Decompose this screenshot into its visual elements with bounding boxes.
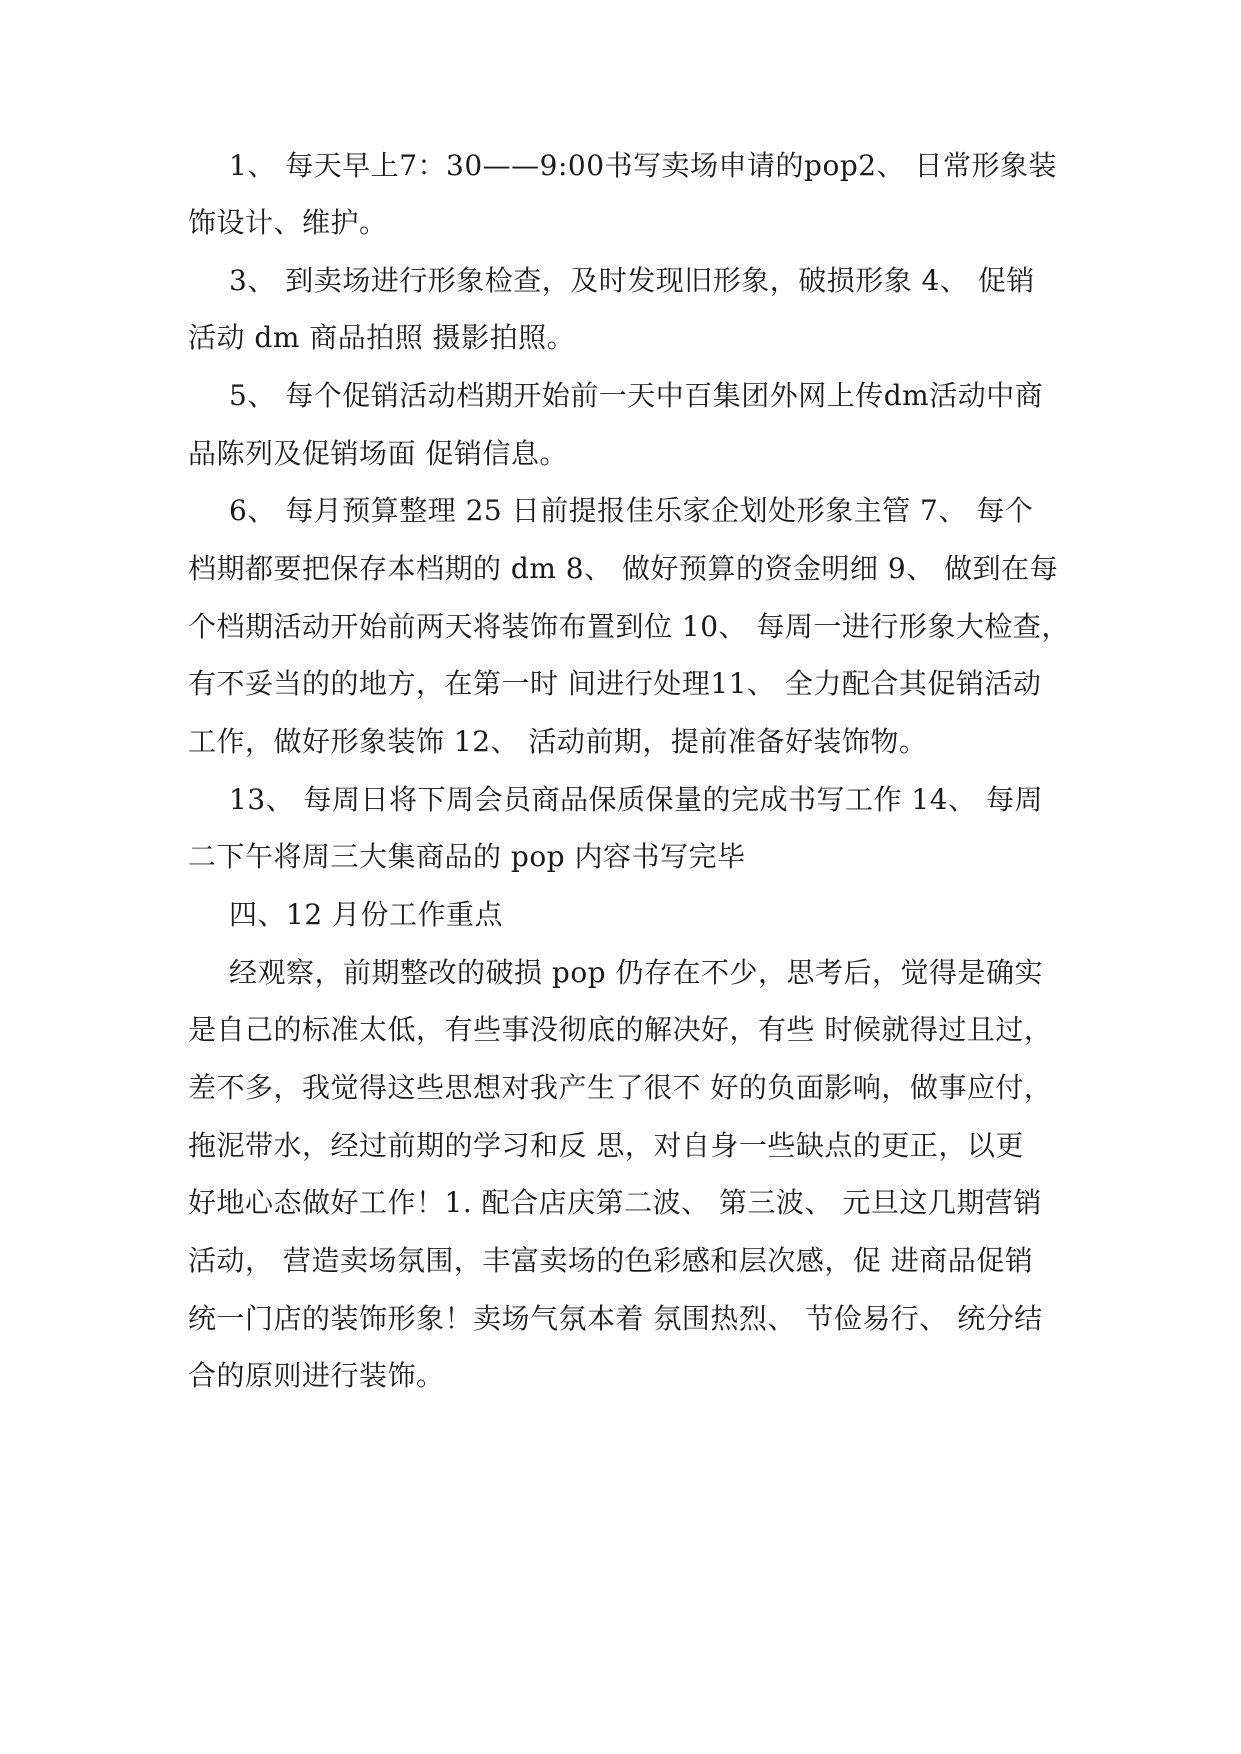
text-line-5: 5、 每个促销活动档期开始前一天中百集团外网上传dm活动中商 — [229, 379, 1044, 412]
text-line-22: 合的原则进行装饰。 — [188, 1359, 445, 1392]
text-line-15: 经观察，前期整改的破损 pop 仍存在不少，思考后，觉得是确实 — [229, 956, 1044, 989]
text-line-16: 是自己的标准太低，有些事没彻底的解决好，有些 时候就得过且过， — [188, 1013, 1053, 1046]
text-line-7: 6、 每月预算整理 25 日前提报佳乐家企划处形象主管 7、 每个 — [229, 494, 1034, 527]
text-line-12: 13、 每周日将下周会员商品保质保量的完成书写工作 14、 每周 — [229, 783, 1043, 816]
text-line-3: 3、 到卖场进行形象检查，及时发现旧形象，破损形象 4、 促销 — [229, 264, 1035, 297]
text-line-9: 个档期活动开始前两天将装饰布置到位 10、 每周一进行形象大检查， — [188, 610, 1070, 643]
text-line-20: 活动， 营造卖场氛围，丰富卖场的色彩感和层次感，促 进商品促销 — [188, 1244, 1034, 1277]
text-line-21: 统一门店的装饰形象！卖场气氛本着 氛围热烈、 节俭易行、 统分结 — [188, 1302, 1043, 1335]
text-line-13: 二下午将周三大集商品的 pop 内容书写完毕 — [188, 840, 746, 873]
text-line-10: 有不妥当的的地方，在第一时 间进行处理11、 全力配合其促销活动 — [188, 667, 1042, 700]
text-line-4: 活动 dm 商品拍照 摄影拍照。 — [188, 321, 576, 354]
text-line-17: 差不多，我觉得这些思想对我产生了很不 好的负面影响，做事应付， — [188, 1071, 1053, 1104]
text-line-6: 品陈列及促销场面 促销信息。 — [188, 437, 568, 470]
text-line-19: 好地心态做好工作！1. 配合店庆第二波、 第三波、 元旦这几期营销 — [188, 1186, 1042, 1219]
text-line-8: 档期都要把保存本档期的 dm 8、 做好预算的资金明细 9、 做到在每 — [188, 552, 1059, 585]
text-line-2: 饰设计、维护。 — [188, 206, 388, 239]
text-line-18: 拖泥带水，经过前期的学习和反 思，对自身一些缺点的更正，以更 — [188, 1129, 1024, 1162]
text-line-1: 1、 每天早上7：30——9:00书写卖场申请的pop2、 日常形象装 — [229, 149, 1057, 182]
text-line-11: 工作，做好形象装饰 12、 活动前期，提前准备好装饰物。 — [188, 725, 928, 758]
section-heading: 四、12 月份工作重点 — [229, 898, 504, 931]
